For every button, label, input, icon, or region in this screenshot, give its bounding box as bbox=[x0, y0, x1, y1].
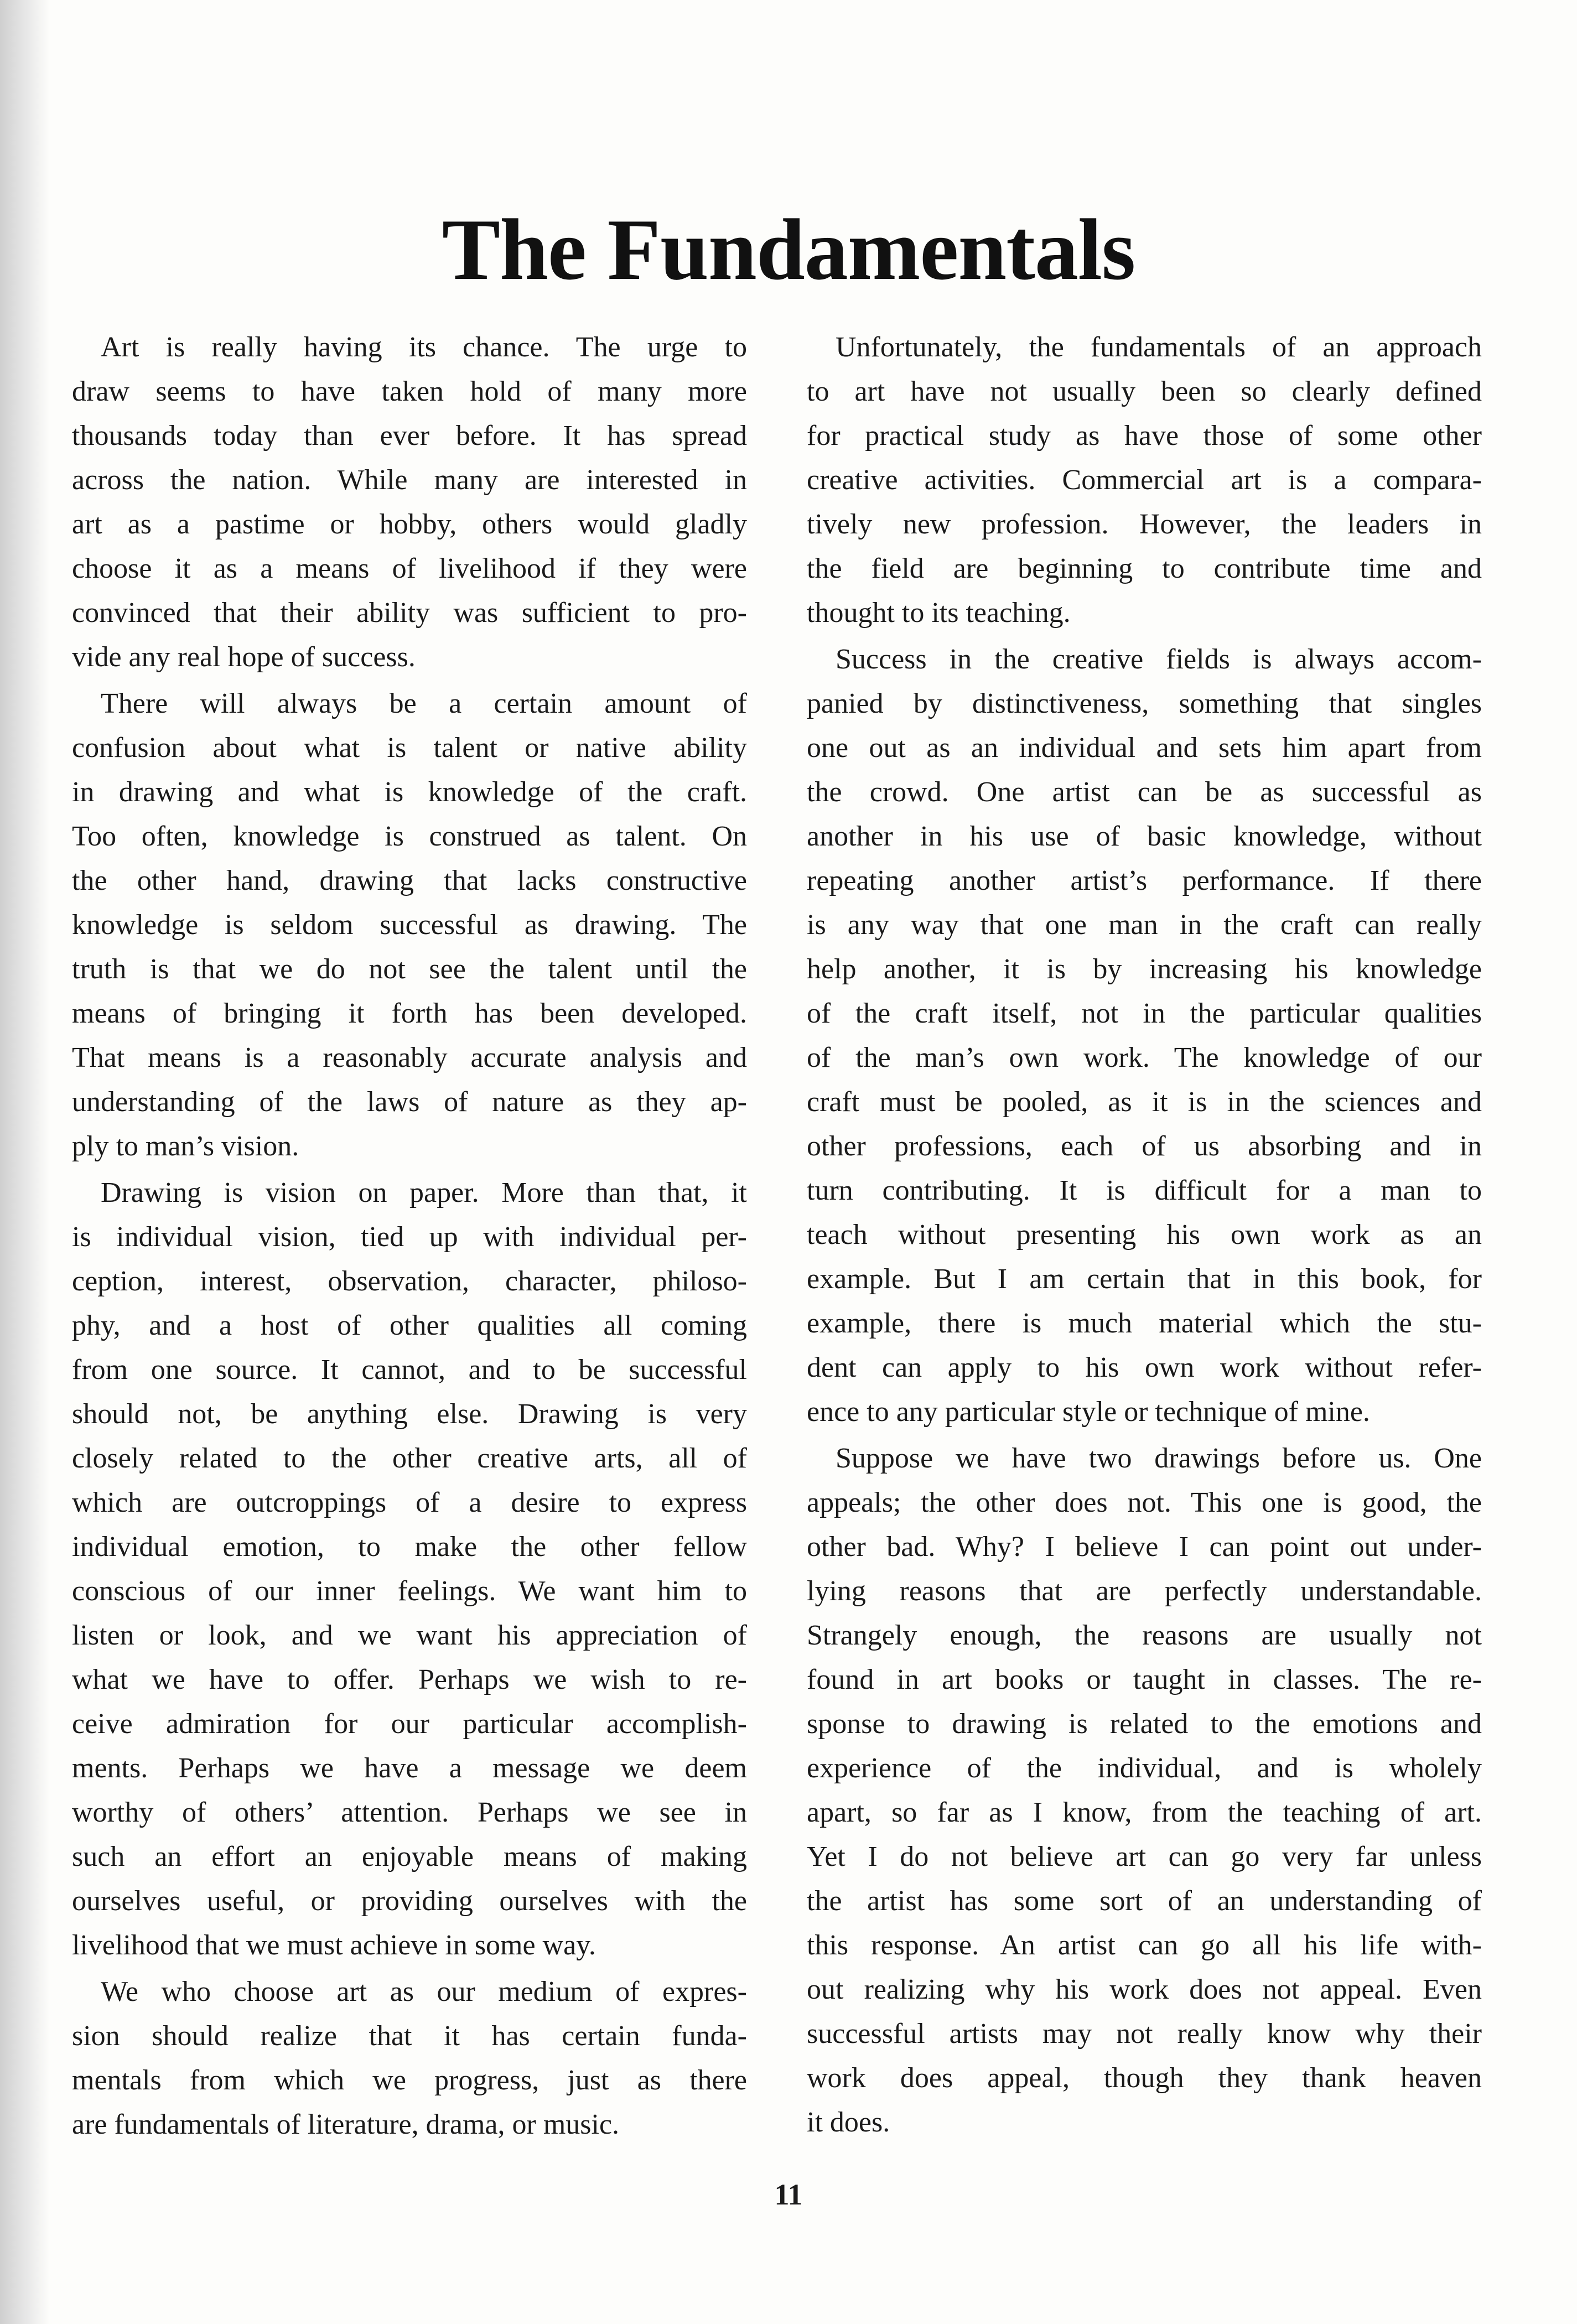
text-line: creative activities. Commercial art is a compara- bbox=[807, 464, 1482, 496]
paragraph bbox=[72, 1171, 747, 1968]
text-line: choose it as a means of livelihood if they were bbox=[72, 553, 747, 584]
text-line: the crowd. One artist can be as successful as bbox=[807, 776, 1482, 808]
text-line: means of bringing it forth has been developed. bbox=[72, 998, 747, 1029]
text-line: phy, and a host of other qualities all coming bbox=[72, 1310, 747, 1341]
text-line: successful artists may not really know why their bbox=[807, 2018, 1482, 2050]
text-line: is individual vision, tied up with individual per- bbox=[72, 1221, 747, 1253]
text-line: another in his use of basic knowledge, without bbox=[807, 821, 1482, 852]
page-number: 11 bbox=[774, 2178, 803, 2211]
text-line: ments. Perhaps we have a message we deem bbox=[72, 1752, 747, 1784]
text-line: tively new profession. However, the leaders in bbox=[807, 509, 1482, 540]
text-line: craft must be pooled, as it is in the sciences and bbox=[807, 1086, 1482, 1118]
text-line: of the craft itself, not in the particular qualities bbox=[807, 998, 1482, 1029]
text-line: Too often, knowledge is construed as talent. On bbox=[72, 821, 747, 852]
text-line: thought to its teaching. bbox=[807, 597, 1071, 629]
text-line: We who choose art as our medium of expres- bbox=[101, 1976, 747, 2007]
paragraph bbox=[72, 682, 747, 1169]
paragraph bbox=[72, 325, 747, 679]
text-line: worthy of others’ attention. Perhaps we see in bbox=[72, 1797, 747, 1828]
text-line: the artist has some sort of an understanding of bbox=[807, 1885, 1482, 1917]
text-line: across the nation. While many are interested in bbox=[72, 464, 747, 496]
text-line: work does appeal, though they thank heaven bbox=[807, 2062, 1482, 2094]
text-line: closely related to the other creative arts, all of bbox=[72, 1443, 747, 1474]
text-line: teach without presenting his own work as an bbox=[807, 1219, 1482, 1251]
text-line: draw seems to have taken hold of many more bbox=[72, 376, 747, 407]
text-line: confusion about what is talent or native ability bbox=[72, 732, 747, 764]
text-line: turn contributing. It is difficult for a man to bbox=[807, 1175, 1482, 1206]
text-line: ception, interest, observation, character, philoso- bbox=[72, 1265, 747, 1297]
text-line: listen or look, and we want his appreciation of bbox=[72, 1620, 747, 1651]
text-line: to art have not usually been so clearly defined bbox=[807, 376, 1482, 407]
text-line: individual emotion, to make the other fellow bbox=[72, 1531, 747, 1563]
text-line: other professions, each of us absorbing and in bbox=[807, 1130, 1482, 1162]
text-line: for practical study as have those of some other bbox=[807, 420, 1482, 452]
text-line: Art is really having its chance. The urge to bbox=[101, 331, 747, 363]
text-line: are fundamentals of literature, drama, or music. bbox=[72, 2109, 620, 2140]
text-line: truth is that we do not see the talent until the bbox=[72, 953, 747, 985]
paragraph bbox=[807, 637, 1482, 1434]
text-line: help another, it is by increasing his knowledge bbox=[807, 953, 1482, 985]
paragraph bbox=[807, 1436, 1482, 2145]
text-line: conscious of our inner feelings. We want him to bbox=[72, 1575, 747, 1607]
text-line: ply to man’s vision. bbox=[72, 1130, 299, 1162]
text-line: Success in the creative fields is always accom- bbox=[836, 644, 1482, 675]
text-line: vide any real hope of success. bbox=[72, 641, 416, 673]
text-line: what we have to offer. Perhaps we wish to re- bbox=[72, 1664, 747, 1695]
paragraph bbox=[72, 1970, 747, 2147]
text-line: other bad. Why? I believe I can point out under- bbox=[807, 1531, 1482, 1563]
text-line: ourselves useful, or providing ourselves with the bbox=[72, 1885, 747, 1917]
text-line: apart, so far as I know, from the teaching of art. bbox=[807, 1797, 1482, 1828]
text-line: thousands today than ever before. It has spread bbox=[72, 420, 747, 452]
text-line: should not, be anything else. Drawing is very bbox=[72, 1398, 747, 1430]
text-line: such an effort an enjoyable means of making bbox=[72, 1841, 747, 1872]
text-line: panied by distinctiveness, something that singles bbox=[807, 688, 1482, 719]
text-line: which are outcroppings of a desire to express bbox=[72, 1487, 747, 1518]
text-line: knowledge is seldom successful as drawing. The bbox=[72, 909, 747, 941]
text-line: experience of the individual, and is wholely bbox=[807, 1752, 1482, 1784]
text-line: of the man’s own work. The knowledge of our bbox=[807, 1042, 1482, 1073]
page-title: The Fundamentals bbox=[442, 201, 1135, 298]
text-line: one out as an individual and sets him apart from bbox=[807, 732, 1482, 764]
text-line: dent can apply to his own work without refer- bbox=[807, 1352, 1482, 1383]
text-line: appeals; the other does not. This one is good, the bbox=[807, 1487, 1482, 1518]
text-line: Suppose we have two drawings before us. One bbox=[836, 1443, 1482, 1474]
text-line: is any way that one man in the craft can really bbox=[807, 909, 1482, 941]
text-line: in drawing and what is knowledge of the craft. bbox=[72, 776, 747, 808]
text-line: this response. An artist can go all his life with- bbox=[807, 1929, 1482, 1961]
text-line: Strangely enough, the reasons are usually not bbox=[807, 1620, 1482, 1651]
scan-edge-shadow bbox=[0, 0, 50, 2324]
text-line: livelihood that we must achieve in some way. bbox=[72, 1929, 596, 1961]
paragraph bbox=[807, 325, 1482, 635]
text-line: repeating another artist’s performance. If there bbox=[807, 865, 1482, 896]
text-line: mentals from which we progress, just as there bbox=[72, 2064, 747, 2096]
text-line: example, there is much material which the stu- bbox=[807, 1308, 1482, 1339]
text-line: the other hand, drawing that lacks constructive bbox=[72, 865, 747, 896]
text-line: lying reasons that are perfectly understandable. bbox=[807, 1575, 1482, 1607]
text-line: There will always be a certain amount of bbox=[101, 688, 747, 719]
text-line: art as a pastime or hobby, others would gladly bbox=[72, 509, 747, 540]
text-line: Unfortunately, the fundamentals of an approach bbox=[836, 331, 1482, 363]
text-line: Drawing is vision on paper. More than that, it bbox=[101, 1177, 747, 1208]
text-line: That means is a reasonably accurate analysis and bbox=[72, 1042, 747, 1073]
text-line: the field are beginning to contribute time and bbox=[807, 553, 1482, 584]
text-line: found in art books or taught in classes. The re- bbox=[807, 1664, 1482, 1695]
text-line: sponse to drawing is related to the emotions and bbox=[807, 1708, 1482, 1740]
text-line: out realizing why his work does not appeal. Even bbox=[807, 1974, 1482, 2005]
left-column bbox=[72, 325, 747, 2149]
text-line: ceive admiration for our particular accomplish- bbox=[72, 1708, 747, 1740]
text-line: ence to any particular style or technique of mine. bbox=[807, 1396, 1370, 1428]
text-line: sion should realize that it has certain funda- bbox=[72, 2020, 747, 2052]
text-line: convinced that their ability was sufficient to pro- bbox=[72, 597, 747, 629]
text-line: it does. bbox=[807, 2107, 890, 2138]
text-line: example. But I am certain that in this book, for bbox=[807, 1263, 1482, 1295]
text-line: from one source. It cannot, and to be successful bbox=[72, 1354, 747, 1386]
text-line: understanding of the laws of nature as they ap- bbox=[72, 1086, 747, 1118]
right-column bbox=[807, 325, 1482, 2147]
text-line: Yet I do not believe art can go very far unless bbox=[807, 1841, 1482, 1872]
